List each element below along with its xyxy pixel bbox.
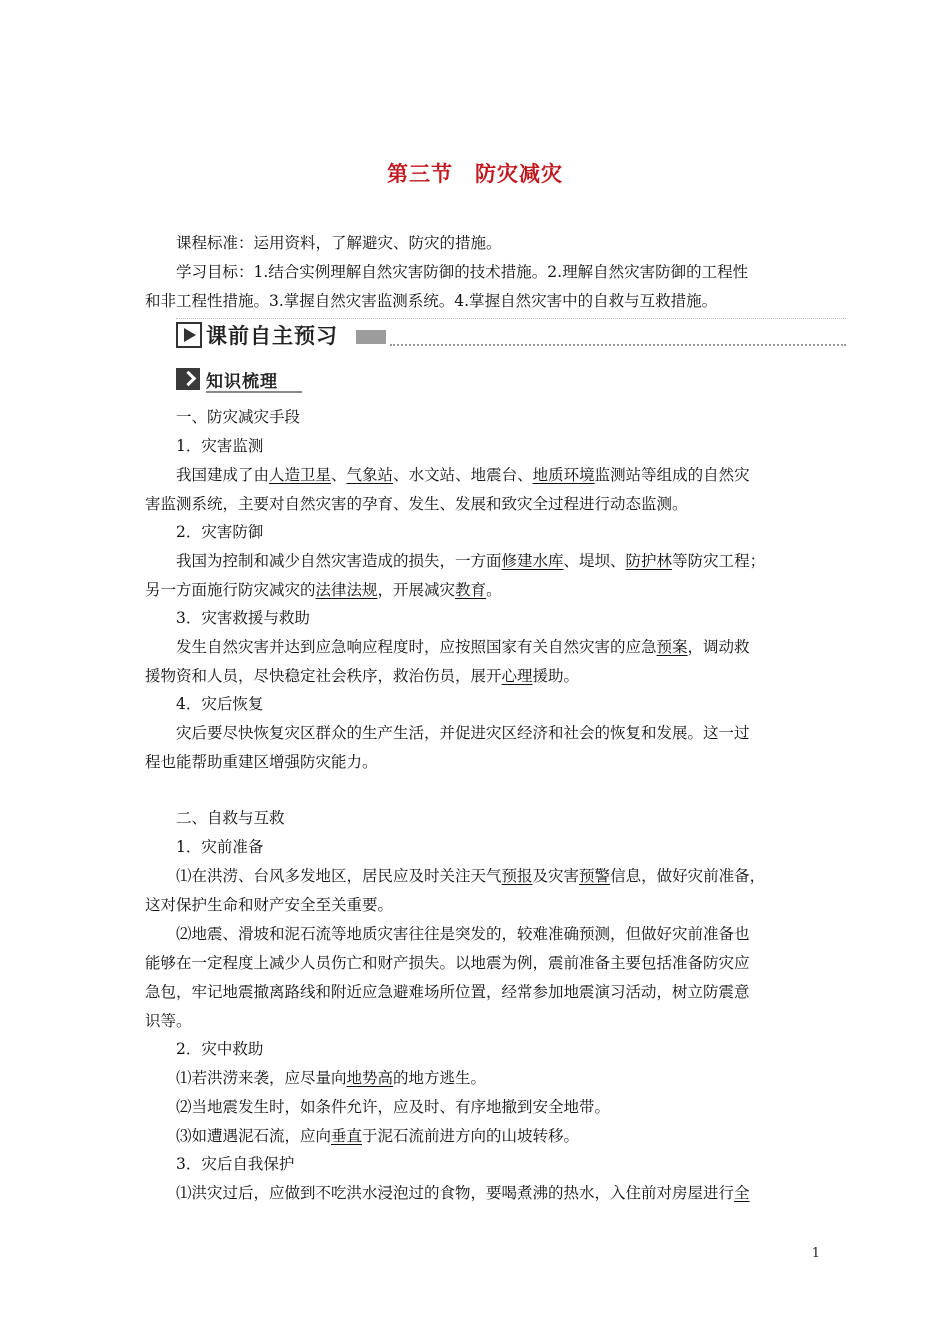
s2-item-2-heading: 2．灾中救助: [176, 1040, 264, 1058]
s1-item-3-heading: 3．灾害救援与救助: [176, 609, 310, 627]
s2-item-3-point-1: ⑴洪灾过后，应做到不吃洪水浸泡过的食物，要喝煮沸的热水，入住前对房屋进行全: [176, 1184, 750, 1202]
s2-item-1-heading: 1．灾前准备: [176, 838, 264, 856]
sub-banner-title: 知识梳理: [206, 372, 278, 392]
s1-item-3-para-line-1: 发生自然灾害并达到应急响应程度时，应按照国家有关自然灾害的应急预案，调动救: [176, 638, 750, 656]
learning-goals-line-2: 和非工程性措施。3.掌握自然灾害监测系统。4.掌握自然灾害中的自救与互救措施。: [145, 292, 718, 310]
s2-item-1-para-2-line-3: 急包，牢记地震撤离路线和附近应急避难场所位置，经常参加地震演习活动，树立防震意: [145, 983, 750, 1001]
page-number: 1: [811, 1246, 820, 1261]
page-title: 第三节 防灾减灾: [387, 161, 563, 186]
s1-item-4-para-line-2: 程也能帮助重建区增强防灾能力。: [145, 753, 378, 771]
s2-item-2-point-2: ⑵当地震发生时，如条件允许，应及时、有序地撤到安全地带。: [176, 1098, 611, 1116]
s2-item-1-para-2-line-1: ⑵地震、滑坡和泥石流等地质灾害往往是突发的，较难准确预测，但做好灾前准备也: [176, 925, 750, 943]
section-banner: [176, 318, 846, 352]
s2-item-1-para-1-line-1: ⑴在洪涝、台风多发地区，居民应及时关注天气预报及灾害预警信息，做好灾前准备，: [176, 867, 766, 885]
s1-item-2-para-line-1: 我国为控制和减少自然灾害造成的损失，一方面修建水库、堤坝、防护林等防灾工程；: [176, 552, 766, 570]
banner-decor-block: [356, 330, 386, 344]
banner-title: 课前自主预习: [206, 324, 338, 348]
s1-item-2-para-line-2: 另一方面施行防灾减灾的法律法规，开展减灾教育。: [145, 581, 502, 599]
learning-goals-line-1: 学习目标：1.结合实例理解自然灾害防御的技术措施。2.理解自然灾害防御的工程性: [176, 263, 749, 281]
section-2-heading: 二、自救与互救: [176, 809, 285, 827]
check-arrow-icon: [176, 368, 200, 390]
s2-item-3-heading: 3．灾后自我保护: [176, 1155, 295, 1173]
banner-top-rule: [176, 318, 846, 319]
s1-item-4-para-line-1: 灾后要尽快恢复灾区群众的生产生活，并促进灾区经济和社会的恢复和发展。这一过: [176, 724, 750, 742]
s1-item-1-heading: 1．灾害监测: [176, 437, 264, 455]
s2-item-2-point-1: ⑴若洪涝来袭，应尽量向地势高的地方逃生。: [176, 1069, 487, 1087]
play-arrow-icon: [176, 322, 202, 348]
sub-banner-rule: [206, 391, 302, 393]
course-standard: 课程标准：运用资料，了解避灾、防灾的措施。: [176, 234, 502, 252]
section-1-heading: 一、防灾减灾手段: [176, 408, 301, 426]
s1-item-1-para-line-2: 害监测系统，主要对自然灾害的孕育、发生、发展和致灾全过程进行动态监测。: [145, 495, 688, 513]
sub-section-banner: [176, 366, 316, 392]
s1-item-2-heading: 2．灾害防御: [176, 523, 264, 541]
s2-item-2-point-3: ⑶如遭遇泥石流，应向垂直于泥石流前进方向的山坡转移。: [176, 1127, 580, 1145]
s2-item-1-para-2-line-2: 能够在一定程度上减少人员伤亡和财产损失。以地震为例，震前准备主要包括准备防灾应: [145, 954, 750, 972]
s2-item-1-para-1-line-2: 这对保护生命和财产安全至关重要。: [145, 896, 394, 914]
s2-item-1-para-2-line-4: 识等。: [145, 1012, 192, 1030]
s1-item-3-para-line-2: 援物资和人员，尽快稳定社会秩序，救治伤员，展开心理援助。: [145, 667, 580, 685]
banner-dotted-rule: [390, 344, 846, 346]
s1-item-4-heading: 4．灾后恢复: [176, 695, 264, 713]
s1-item-1-para-line-1: 我国建成了由人造卫星、气象站、水文站、地震台、地质环境监测站等组成的自然灾: [176, 466, 750, 484]
